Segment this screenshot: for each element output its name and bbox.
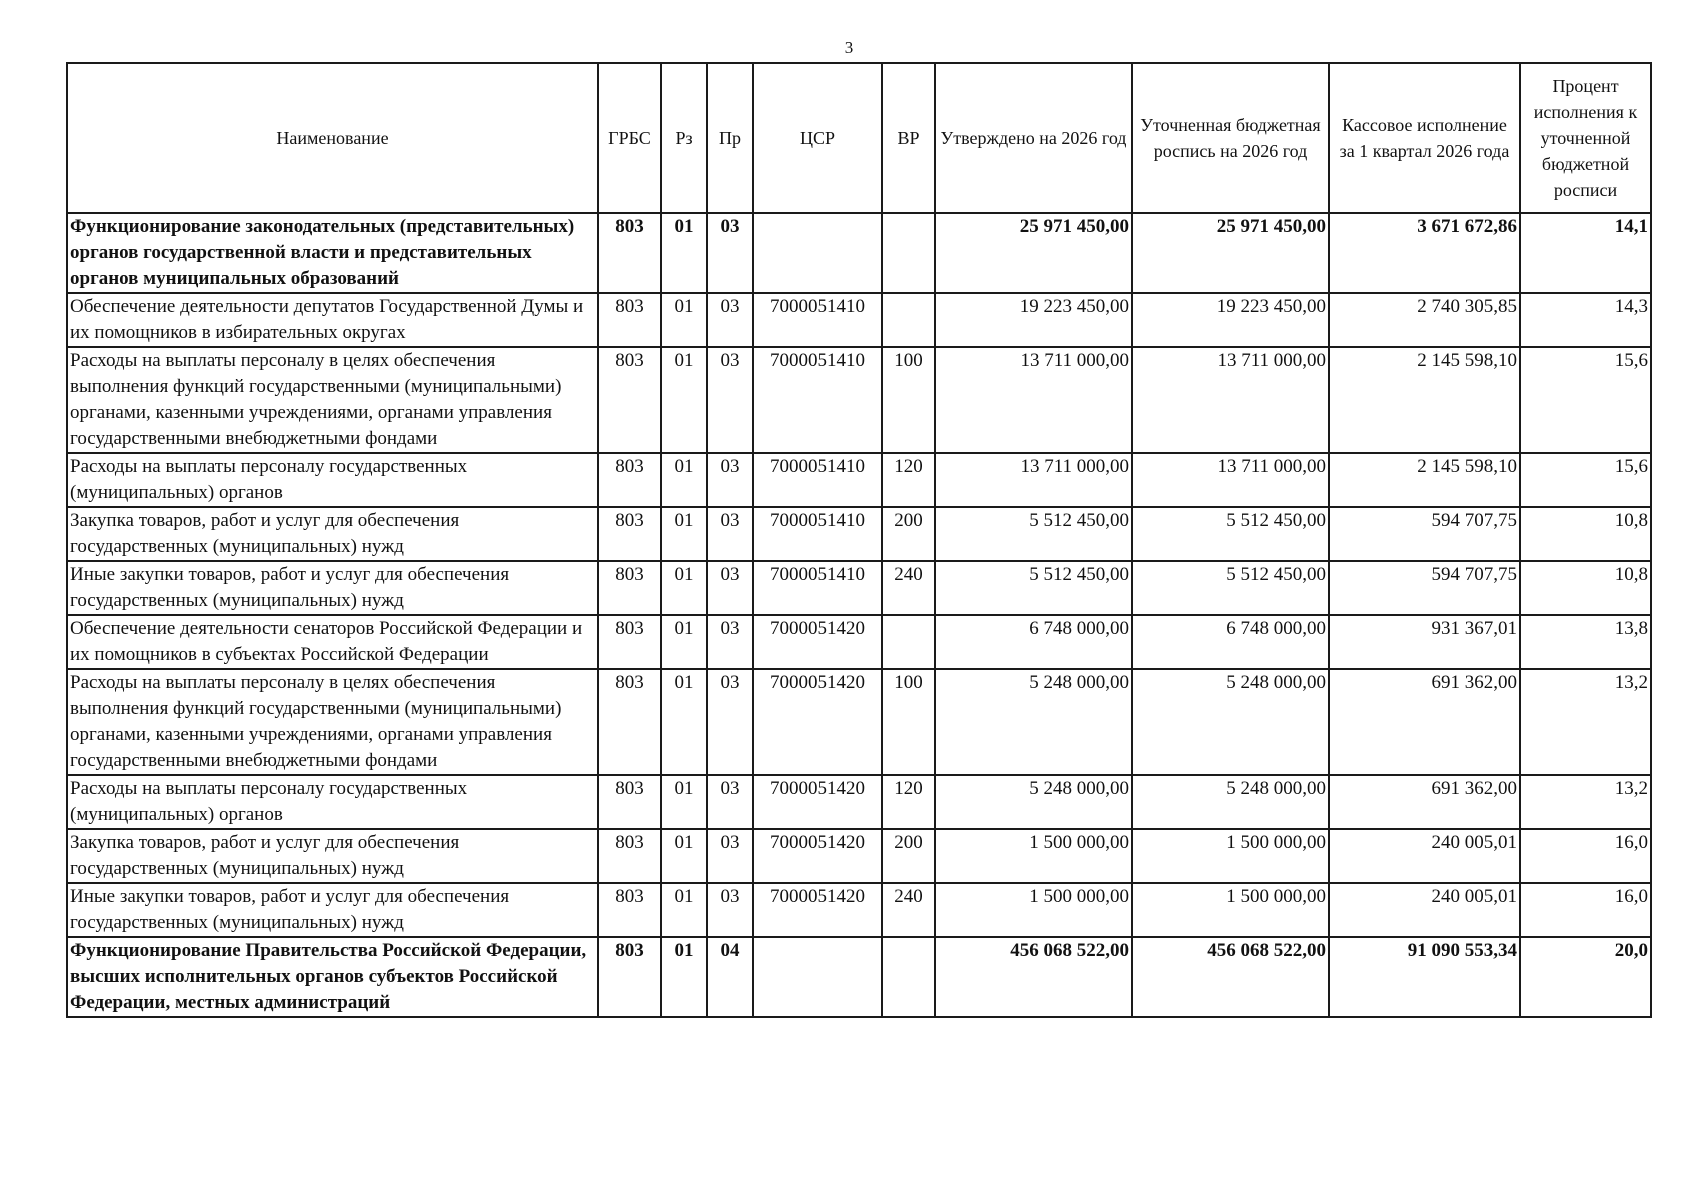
- cell-refined: 5 512 450,00: [1132, 507, 1329, 561]
- cell-name: Расходы на выплаты персоналу в целях обеспечения выполнения функций государственными (муниципальными) органами, казенными учреждениями, органами управления государственными внебюджетными фондами: [67, 669, 598, 775]
- cell-approved: 5 512 450,00: [935, 561, 1132, 615]
- cell-csr: 7000051410: [753, 561, 882, 615]
- cell-csr: 7000051420: [753, 669, 882, 775]
- budget-table: [66, 62, 1652, 1018]
- table-row: [67, 453, 1651, 507]
- header-csr: ЦСР: [753, 63, 882, 213]
- cell-vr: 120: [882, 453, 935, 507]
- cell-vr: 240: [882, 883, 935, 937]
- cell-pr: 04: [707, 937, 753, 1017]
- header-cash: Кассовое исполнение за 1 квартал 2026 года: [1329, 63, 1520, 213]
- cell-cash: 240 005,01: [1329, 883, 1520, 937]
- cell-percent: 13,8: [1520, 615, 1651, 669]
- cell-name: Обеспечение деятельности депутатов Государственной Думы и их помощников в избирательных округах: [67, 293, 598, 347]
- cell-csr: [753, 213, 882, 293]
- cell-name: Закупка товаров, работ и услуг для обеспечения государственных (муниципальных) нужд: [67, 507, 598, 561]
- table-row: [67, 213, 1651, 293]
- cell-grbs: 803: [598, 213, 661, 293]
- cell-approved: 1 500 000,00: [935, 829, 1132, 883]
- cell-pr: 03: [707, 615, 753, 669]
- cell-percent: 16,0: [1520, 829, 1651, 883]
- cell-name: Расходы на выплаты персоналу государственных (муниципальных) органов: [67, 775, 598, 829]
- cell-rz: 01: [661, 775, 707, 829]
- cell-percent: 10,8: [1520, 561, 1651, 615]
- cell-grbs: 803: [598, 775, 661, 829]
- cell-refined: 1 500 000,00: [1132, 883, 1329, 937]
- cell-refined: 6 748 000,00: [1132, 615, 1329, 669]
- cell-rz: 01: [661, 829, 707, 883]
- cell-pr: 03: [707, 669, 753, 775]
- cell-refined: 25 971 450,00: [1132, 213, 1329, 293]
- cell-approved: 6 748 000,00: [935, 615, 1132, 669]
- cell-vr: [882, 937, 935, 1017]
- cell-refined: 1 500 000,00: [1132, 829, 1329, 883]
- header-refined: Уточненная бюджетная роспись на 2026 год: [1132, 63, 1329, 213]
- cell-grbs: 803: [598, 347, 661, 453]
- header-approved: Утверждено на 2026 год: [935, 63, 1132, 213]
- cell-pr: 03: [707, 883, 753, 937]
- cell-rz: 01: [661, 347, 707, 453]
- cell-percent: 16,0: [1520, 883, 1651, 937]
- cell-pr: 03: [707, 775, 753, 829]
- cell-cash: 594 707,75: [1329, 561, 1520, 615]
- header-name: Наименование: [67, 63, 598, 213]
- cell-name: Функционирование законодательных (представительных) органов государственной власти и представительных органов муниципальных образований: [67, 213, 598, 293]
- cell-refined: 5 248 000,00: [1132, 775, 1329, 829]
- cell-name: Иные закупки товаров, работ и услуг для обеспечения государственных (муниципальных) нужд: [67, 883, 598, 937]
- cell-vr: 120: [882, 775, 935, 829]
- cell-rz: 01: [661, 453, 707, 507]
- cell-grbs: 803: [598, 453, 661, 507]
- cell-rz: 01: [661, 937, 707, 1017]
- cell-cash: 931 367,01: [1329, 615, 1520, 669]
- cell-percent: 20,0: [1520, 937, 1651, 1017]
- cell-grbs: 803: [598, 615, 661, 669]
- cell-pr: 03: [707, 293, 753, 347]
- cell-approved: 5 512 450,00: [935, 507, 1132, 561]
- cell-cash: 691 362,00: [1329, 775, 1520, 829]
- cell-rz: 01: [661, 507, 707, 561]
- cell-refined: 5 512 450,00: [1132, 561, 1329, 615]
- table-row: [67, 829, 1651, 883]
- cell-percent: 13,2: [1520, 669, 1651, 775]
- cell-csr: 7000051410: [753, 507, 882, 561]
- cell-pr: 03: [707, 213, 753, 293]
- cell-vr: 200: [882, 507, 935, 561]
- cell-refined: 456 068 522,00: [1132, 937, 1329, 1017]
- header-vr: ВР: [882, 63, 935, 213]
- cell-cash: 2 145 598,10: [1329, 453, 1520, 507]
- cell-pr: 03: [707, 507, 753, 561]
- cell-percent: 14,1: [1520, 213, 1651, 293]
- cell-percent: 10,8: [1520, 507, 1651, 561]
- cell-approved: 13 711 000,00: [935, 453, 1132, 507]
- cell-cash: 3 671 672,86: [1329, 213, 1520, 293]
- cell-pr: 03: [707, 829, 753, 883]
- cell-vr: [882, 615, 935, 669]
- cell-vr: [882, 213, 935, 293]
- cell-approved: 13 711 000,00: [935, 347, 1132, 453]
- cell-vr: 240: [882, 561, 935, 615]
- table-body: [67, 213, 1651, 1017]
- cell-grbs: 803: [598, 293, 661, 347]
- cell-percent: 15,6: [1520, 347, 1651, 453]
- cell-percent: 13,2: [1520, 775, 1651, 829]
- header-rz: Рз: [661, 63, 707, 213]
- cell-cash: 240 005,01: [1329, 829, 1520, 883]
- cell-name: Расходы на выплаты персоналу государственных (муниципальных) органов: [67, 453, 598, 507]
- cell-refined: 13 711 000,00: [1132, 453, 1329, 507]
- table-row: [67, 775, 1651, 829]
- cell-cash: 2 145 598,10: [1329, 347, 1520, 453]
- cell-grbs: 803: [598, 937, 661, 1017]
- cell-name: Расходы на выплаты персоналу в целях обеспечения выполнения функций государственными (муниципальными) органами, казенными учреждениями, органами управления государственными внебюджетными фондами: [67, 347, 598, 453]
- cell-approved: 5 248 000,00: [935, 669, 1132, 775]
- cell-csr: [753, 937, 882, 1017]
- cell-grbs: 803: [598, 829, 661, 883]
- cell-rz: 01: [661, 669, 707, 775]
- table-row: [67, 883, 1651, 937]
- cell-percent: 14,3: [1520, 293, 1651, 347]
- cell-grbs: 803: [598, 669, 661, 775]
- table-row: [67, 669, 1651, 775]
- table-row: [67, 293, 1651, 347]
- cell-csr: 7000051410: [753, 453, 882, 507]
- cell-pr: 03: [707, 561, 753, 615]
- cell-csr: 7000051420: [753, 615, 882, 669]
- cell-name: Закупка товаров, работ и услуг для обеспечения государственных (муниципальных) нужд: [67, 829, 598, 883]
- cell-cash: 691 362,00: [1329, 669, 1520, 775]
- cell-cash: 594 707,75: [1329, 507, 1520, 561]
- cell-vr: [882, 293, 935, 347]
- cell-csr: 7000051410: [753, 347, 882, 453]
- cell-rz: 01: [661, 293, 707, 347]
- header-pr: Пр: [707, 63, 753, 213]
- cell-name: Функционирование Правительства Российской Федерации, высших исполнительных органов субъектов Российской Федерации, местных администраций: [67, 937, 598, 1017]
- cell-cash: 91 090 553,34: [1329, 937, 1520, 1017]
- cell-grbs: 803: [598, 883, 661, 937]
- cell-pr: 03: [707, 347, 753, 453]
- cell-csr: 7000051420: [753, 829, 882, 883]
- cell-name: Обеспечение деятельности сенаторов Российской Федерации и их помощников в субъектах Российской Федерации: [67, 615, 598, 669]
- table-row: [67, 507, 1651, 561]
- cell-approved: 25 971 450,00: [935, 213, 1132, 293]
- cell-vr: 200: [882, 829, 935, 883]
- cell-rz: 01: [661, 561, 707, 615]
- cell-rz: 01: [661, 213, 707, 293]
- cell-grbs: 803: [598, 561, 661, 615]
- table-row: [67, 615, 1651, 669]
- header-percent: Процент исполнения к уточненной бюджетной росписи: [1520, 63, 1651, 213]
- cell-vr: 100: [882, 347, 935, 453]
- cell-refined: 13 711 000,00: [1132, 347, 1329, 453]
- cell-pr: 03: [707, 453, 753, 507]
- cell-csr: 7000051410: [753, 293, 882, 347]
- table-row: [67, 347, 1651, 453]
- cell-csr: 7000051420: [753, 883, 882, 937]
- cell-approved: 1 500 000,00: [935, 883, 1132, 937]
- cell-name: Иные закупки товаров, работ и услуг для обеспечения государственных (муниципальных) нужд: [67, 561, 598, 615]
- header-grbs: ГРБС: [598, 63, 661, 213]
- cell-percent: 15,6: [1520, 453, 1651, 507]
- header-row: [67, 63, 1651, 213]
- cell-refined: 5 248 000,00: [1132, 669, 1329, 775]
- table-row: [67, 561, 1651, 615]
- cell-approved: 456 068 522,00: [935, 937, 1132, 1017]
- page-number: 3: [844, 38, 854, 57]
- table-row: [67, 937, 1651, 1017]
- cell-cash: 2 740 305,85: [1329, 293, 1520, 347]
- cell-rz: 01: [661, 615, 707, 669]
- cell-refined: 19 223 450,00: [1132, 293, 1329, 347]
- cell-approved: 19 223 450,00: [935, 293, 1132, 347]
- cell-rz: 01: [661, 883, 707, 937]
- cell-approved: 5 248 000,00: [935, 775, 1132, 829]
- cell-vr: 100: [882, 669, 935, 775]
- table-header: [67, 63, 1651, 213]
- cell-csr: 7000051420: [753, 775, 882, 829]
- cell-grbs: 803: [598, 507, 661, 561]
